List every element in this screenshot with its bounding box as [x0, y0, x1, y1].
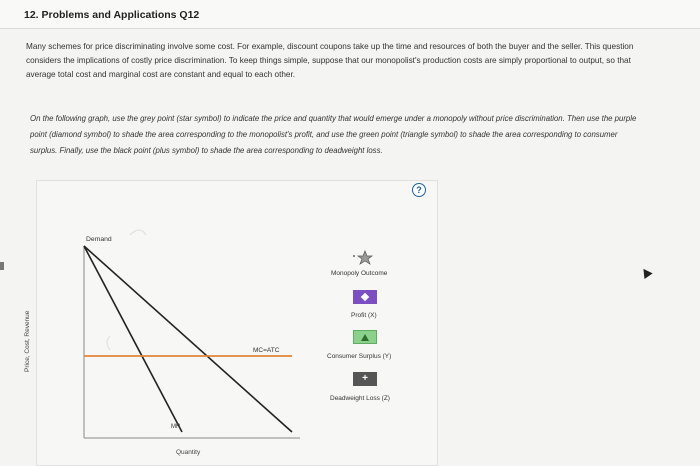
x-axis-label: Quantity	[176, 449, 201, 456]
faint-arc-mid	[107, 336, 110, 350]
consumer-surplus-tool-label: Consumer Surplus (Y)	[327, 353, 392, 360]
faint-arc-top	[130, 230, 146, 235]
demand-label: Demand	[86, 236, 112, 243]
mr-label: MR	[171, 424, 181, 430]
demand-curve	[84, 246, 292, 432]
consumer-surplus-tool-button[interactable]	[353, 330, 377, 344]
triangle-icon	[361, 334, 369, 341]
instructions-paragraph: On the following graph, use the grey point (star symbol) to indicate the price and quantity that would emerge under a monopoly without price discrimination. Then use the purple point (diamond symbol) to shade the area corresponding to the monopolist's profit, and use the green point (triangle symbol) to shade the area corresponding to consumer surplus. Finally, use the black point (plus symbol) to shade the area corresponding to deadweight loss.	[30, 114, 637, 155]
star-icon	[353, 251, 372, 264]
intro-paragraph: Many schemes for price discriminating involve some cost. For example, discount coupons take up the time and resources of both the buyer and the seller. This question considers the implications of costly price discrimination. To keep things simple, suppose that our monopolist's production costs are simply proportional to output, so that average total cost and marginal cost are constant and equal to each other.	[26, 42, 634, 79]
deadweight-loss-tool-button[interactable]	[353, 372, 377, 386]
y-axis-label: Price, Cost, Revenue	[24, 310, 31, 372]
mc-atc-label: MC=ATC	[253, 347, 280, 354]
profit-tool-button[interactable]	[353, 290, 377, 304]
deadweight-loss-tool-label: Deadweight Loss (Z)	[330, 395, 390, 402]
question-title: 12. Problems and Applications Q12	[24, 9, 200, 21]
profit-tool-label: Profit (X)	[351, 312, 377, 319]
mr-curve	[84, 246, 182, 432]
monopoly-outcome-label: Monopoly Outcome	[331, 270, 388, 277]
help-button[interactable]: ?	[412, 183, 426, 197]
plus-icon: +	[362, 373, 368, 384]
diamond-icon	[361, 293, 369, 301]
